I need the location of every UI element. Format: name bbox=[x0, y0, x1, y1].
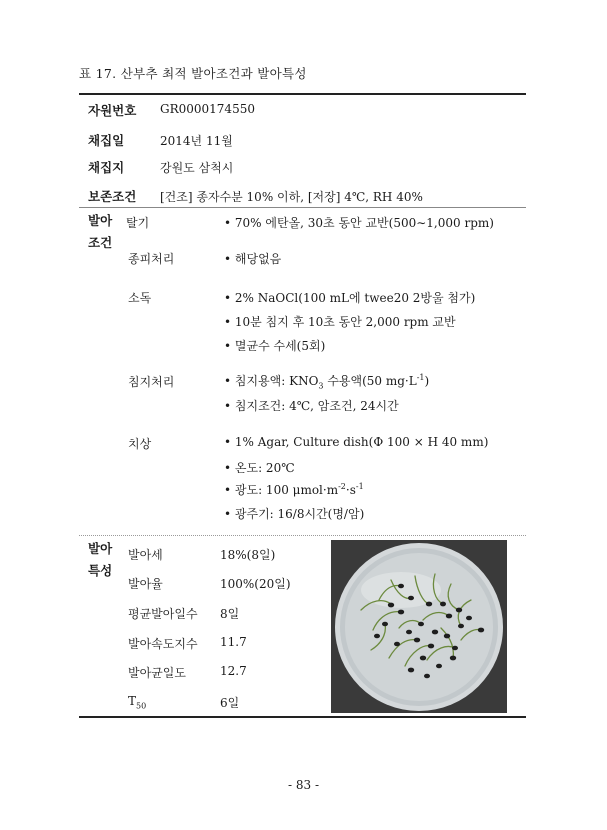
collection-site-label: 채집지 bbox=[88, 160, 125, 175]
temperature-bullet: • 온도: 20℃ bbox=[224, 461, 295, 475]
resource-number-label: 자원번호 bbox=[88, 103, 137, 118]
germination-speed-index-value: 11.7 bbox=[220, 635, 247, 649]
soaking-label: 침지처리 bbox=[128, 375, 175, 389]
table-top-rule bbox=[79, 93, 526, 95]
placement-label: 치상 bbox=[128, 437, 152, 451]
characteristics-section-label: 발아 특성 bbox=[88, 541, 113, 578]
table-bottom-rule bbox=[79, 716, 526, 718]
light-intensity-bullet: • 광도: 100 $\mu mol\cdot m^{-2}\cdot s^{-1}$ bbox=[224, 482, 364, 497]
seedcoat-label: 종피처리 bbox=[128, 252, 175, 266]
germination-speed-index-label: 발아속도지수 bbox=[128, 637, 198, 651]
germination-energy-label: 발아세 bbox=[128, 548, 163, 562]
soaking-condition-bullet: • 침지조건: 4℃, 암조건, 24시간 bbox=[224, 399, 399, 413]
page-number: - 83 - bbox=[287, 778, 319, 792]
disinfection-bullet: • 10분 침지 후 10초 동안 2,000 rpm 교반 bbox=[224, 315, 456, 329]
t50-label: $T_{50}$ bbox=[128, 694, 147, 711]
germination-uniformity-label: 발아균일도 bbox=[128, 666, 186, 680]
germination-rate-label: 발아율 bbox=[128, 577, 163, 591]
germination-energy-value: 18%(8일) bbox=[220, 548, 276, 562]
germination-rate-value: 100%(20일) bbox=[220, 577, 291, 591]
mean-germination-days-label: 평균발아일수 bbox=[128, 607, 198, 621]
collection-date-label: 채집일 bbox=[88, 133, 125, 148]
photoperiod-bullet: • 광주기: 16/8시간(명/암) bbox=[224, 507, 365, 521]
resource-number-value: GR0000174550 bbox=[160, 102, 255, 116]
soaking-solution-bullet: • 침지용액: $KNO_3$ 수용액(50 $mg\cdot L^{-1}$) bbox=[224, 373, 430, 391]
section-divider bbox=[79, 207, 526, 208]
seedcoat-bullet: • 해당없음 bbox=[224, 252, 282, 266]
petri-dish-illustration bbox=[331, 540, 507, 713]
disinfection-bullet: • 2% NaOCl(100 mL에 twee20 2방울 첨가) bbox=[224, 291, 476, 305]
dehulling-label: 탈기 bbox=[126, 216, 150, 230]
germination-uniformity-value: 12.7 bbox=[220, 664, 247, 678]
table-caption: 표 17. 산부추 최적 발아조건과 발아특성 bbox=[79, 66, 307, 81]
disinfection-bullet: • 멸균수 수세(5회) bbox=[224, 339, 326, 353]
dehulling-bullet: • 70% 에탄올, 30초 동안 교반(500∼1,000 rpm) bbox=[224, 216, 494, 230]
storage-condition-value: [건조] 종자수분 10% 이하, [저장] 4℃, RH 40% bbox=[160, 190, 423, 204]
placement-bullet: • 1% Agar, Culture dish(Φ 100 × H 40 mm) bbox=[224, 435, 489, 449]
collection-date-value: 2014년 11월 bbox=[160, 134, 233, 148]
collection-site-value: 강원도 삼척시 bbox=[160, 161, 234, 175]
conditions-section-label: 발아 조건 bbox=[88, 213, 113, 250]
t50-value: 6일 bbox=[220, 696, 240, 710]
mean-germination-days-value: 8일 bbox=[220, 607, 240, 621]
storage-condition-label: 보존조건 bbox=[88, 189, 137, 204]
section-divider bbox=[79, 535, 526, 536]
petri-dish-photo bbox=[331, 540, 507, 713]
disinfection-label: 소독 bbox=[128, 291, 152, 305]
